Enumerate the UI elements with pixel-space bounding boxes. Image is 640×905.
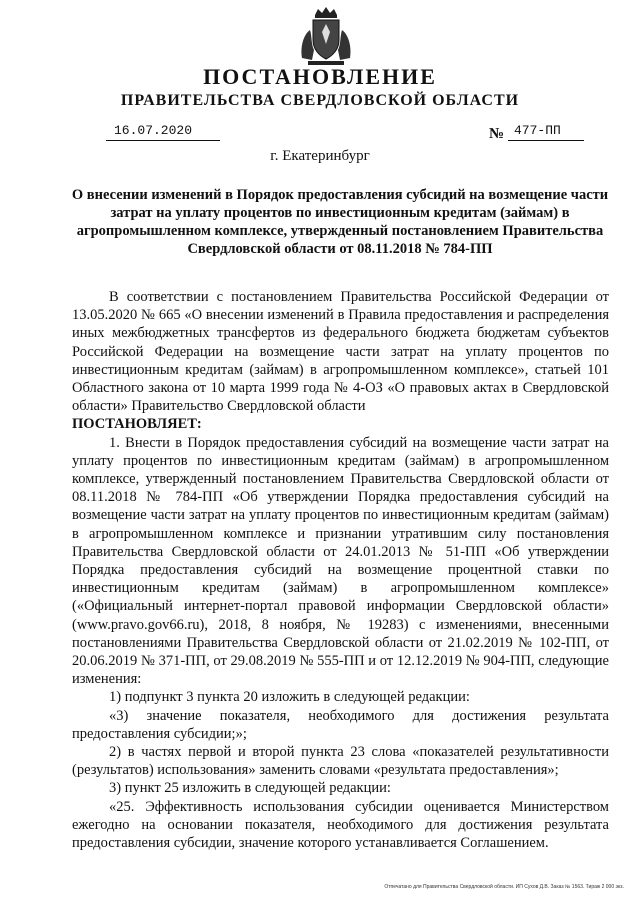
subitem-3: 3) пункт 25 изложить в следующей редакции:	[109, 780, 391, 797]
document-body	[72, 288, 609, 852]
print-footer: Отпечатано для Правительства Свердловской области. ИП Сухов Д.В. Заказ № 1563. Тираж 2 000 экз.	[384, 884, 624, 890]
resolves-heading: ПОСТАНОВЛЯЕТ:	[72, 416, 202, 433]
subitem-1: 1) подпункт 3 пункта 20 изложить в следующей редакции:	[109, 689, 470, 706]
sverdlovsk-coat-of-arms-icon	[298, 6, 354, 68]
document-title: О внесении изменений в Порядок предоставления субсидий на возмещение части затрат на уплату процентов по инвестиционным кредитам (займам) в агропромышленном комплексе, утвержденный постановлением Правительства Свердловской области от 08.11.2018 № 784-ПП	[71, 187, 609, 257]
subitem-2: 2) в частях первой и второй пункта 23 слова «показателей результативности (результатов) использования» заменить словами «результата предоставления»;	[72, 744, 609, 779]
authority-heading: ПРАВИТЕЛЬСТВА СВЕРДЛОВСКОЙ ОБЛАСТИ	[120, 92, 520, 109]
subitem-1-text: «3) значение показателя, необходимого для достижения результата предоставления субсидии;»;	[72, 707, 609, 742]
subitem-3-text: «25. Эффективность использования субсидии оценивается Министерством ежегодно на основании показателя, необходимого для достижения результата предоставления субсидии, значение которого устанавливается Соглашением.	[72, 798, 609, 852]
number-label: №	[489, 126, 505, 142]
item-1-paragraph: 1. Внести в Порядок предоставления субсидий на возмещение части затрат на уплату процентов по инвестиционным кредитам (займам) в агропромышленном комплексе, утвержденный постановлением Правительства Свердловской области от 08.11.2018 № 784-ПП «Об утверждении Порядка предоставления субсидий на возмещение части затрат на уплату процентов по инвестиционным кредитам (займам) в агропромышленном комплексе и признании утратившим силу постановления Правительства Свердловской области от 24.01.2013 № 51-ПП «Об утверждении Порядка предоставления субсидий на возмещение процентной ставки по инвестиционным кредитам (займам) в агропромышленном комплексе» («Официальный интернет-портал правовой информации Свердловской области» (www.pravo.gov66.ru), 2018, 8 ноября, № 19283) с изменениями, внесенными постановлениями Правительства Свердловской области от 21.02.2019 № 102-ПП, от 20.06.2019 № 371-ПП, от 29.08.2019 № 555-ПП и от 12.12.2019 № 904-ПП, следующие изменения:	[72, 434, 609, 688]
document-number: 477-ПП	[508, 123, 584, 141]
doc-type-heading: ПОСТАНОВЛЕНИЕ	[203, 64, 437, 89]
coat-of-arms-emblem	[298, 6, 354, 68]
preamble-paragraph: В соответствии с постановлением Правительства Российской Федерации от 13.05.2020 № 665 «О внесении изменений в Правила предоставления и распределения иных межбюджетных трансфертов из федерального бюджета бюджетам субъектов Российской Федерации на возмещение части затрат на уплату процентов по инвестиционным кредитам (займам) в агропромышленном комплексе», статьей 101 Областного закона от 10 марта 1999 года № 4-ОЗ «О правовых актах в Свердловской области» Правительство Свердловской области	[72, 289, 609, 415]
city: г. Екатеринбург	[270, 148, 370, 164]
document-date: 16.07.2020	[106, 123, 220, 141]
